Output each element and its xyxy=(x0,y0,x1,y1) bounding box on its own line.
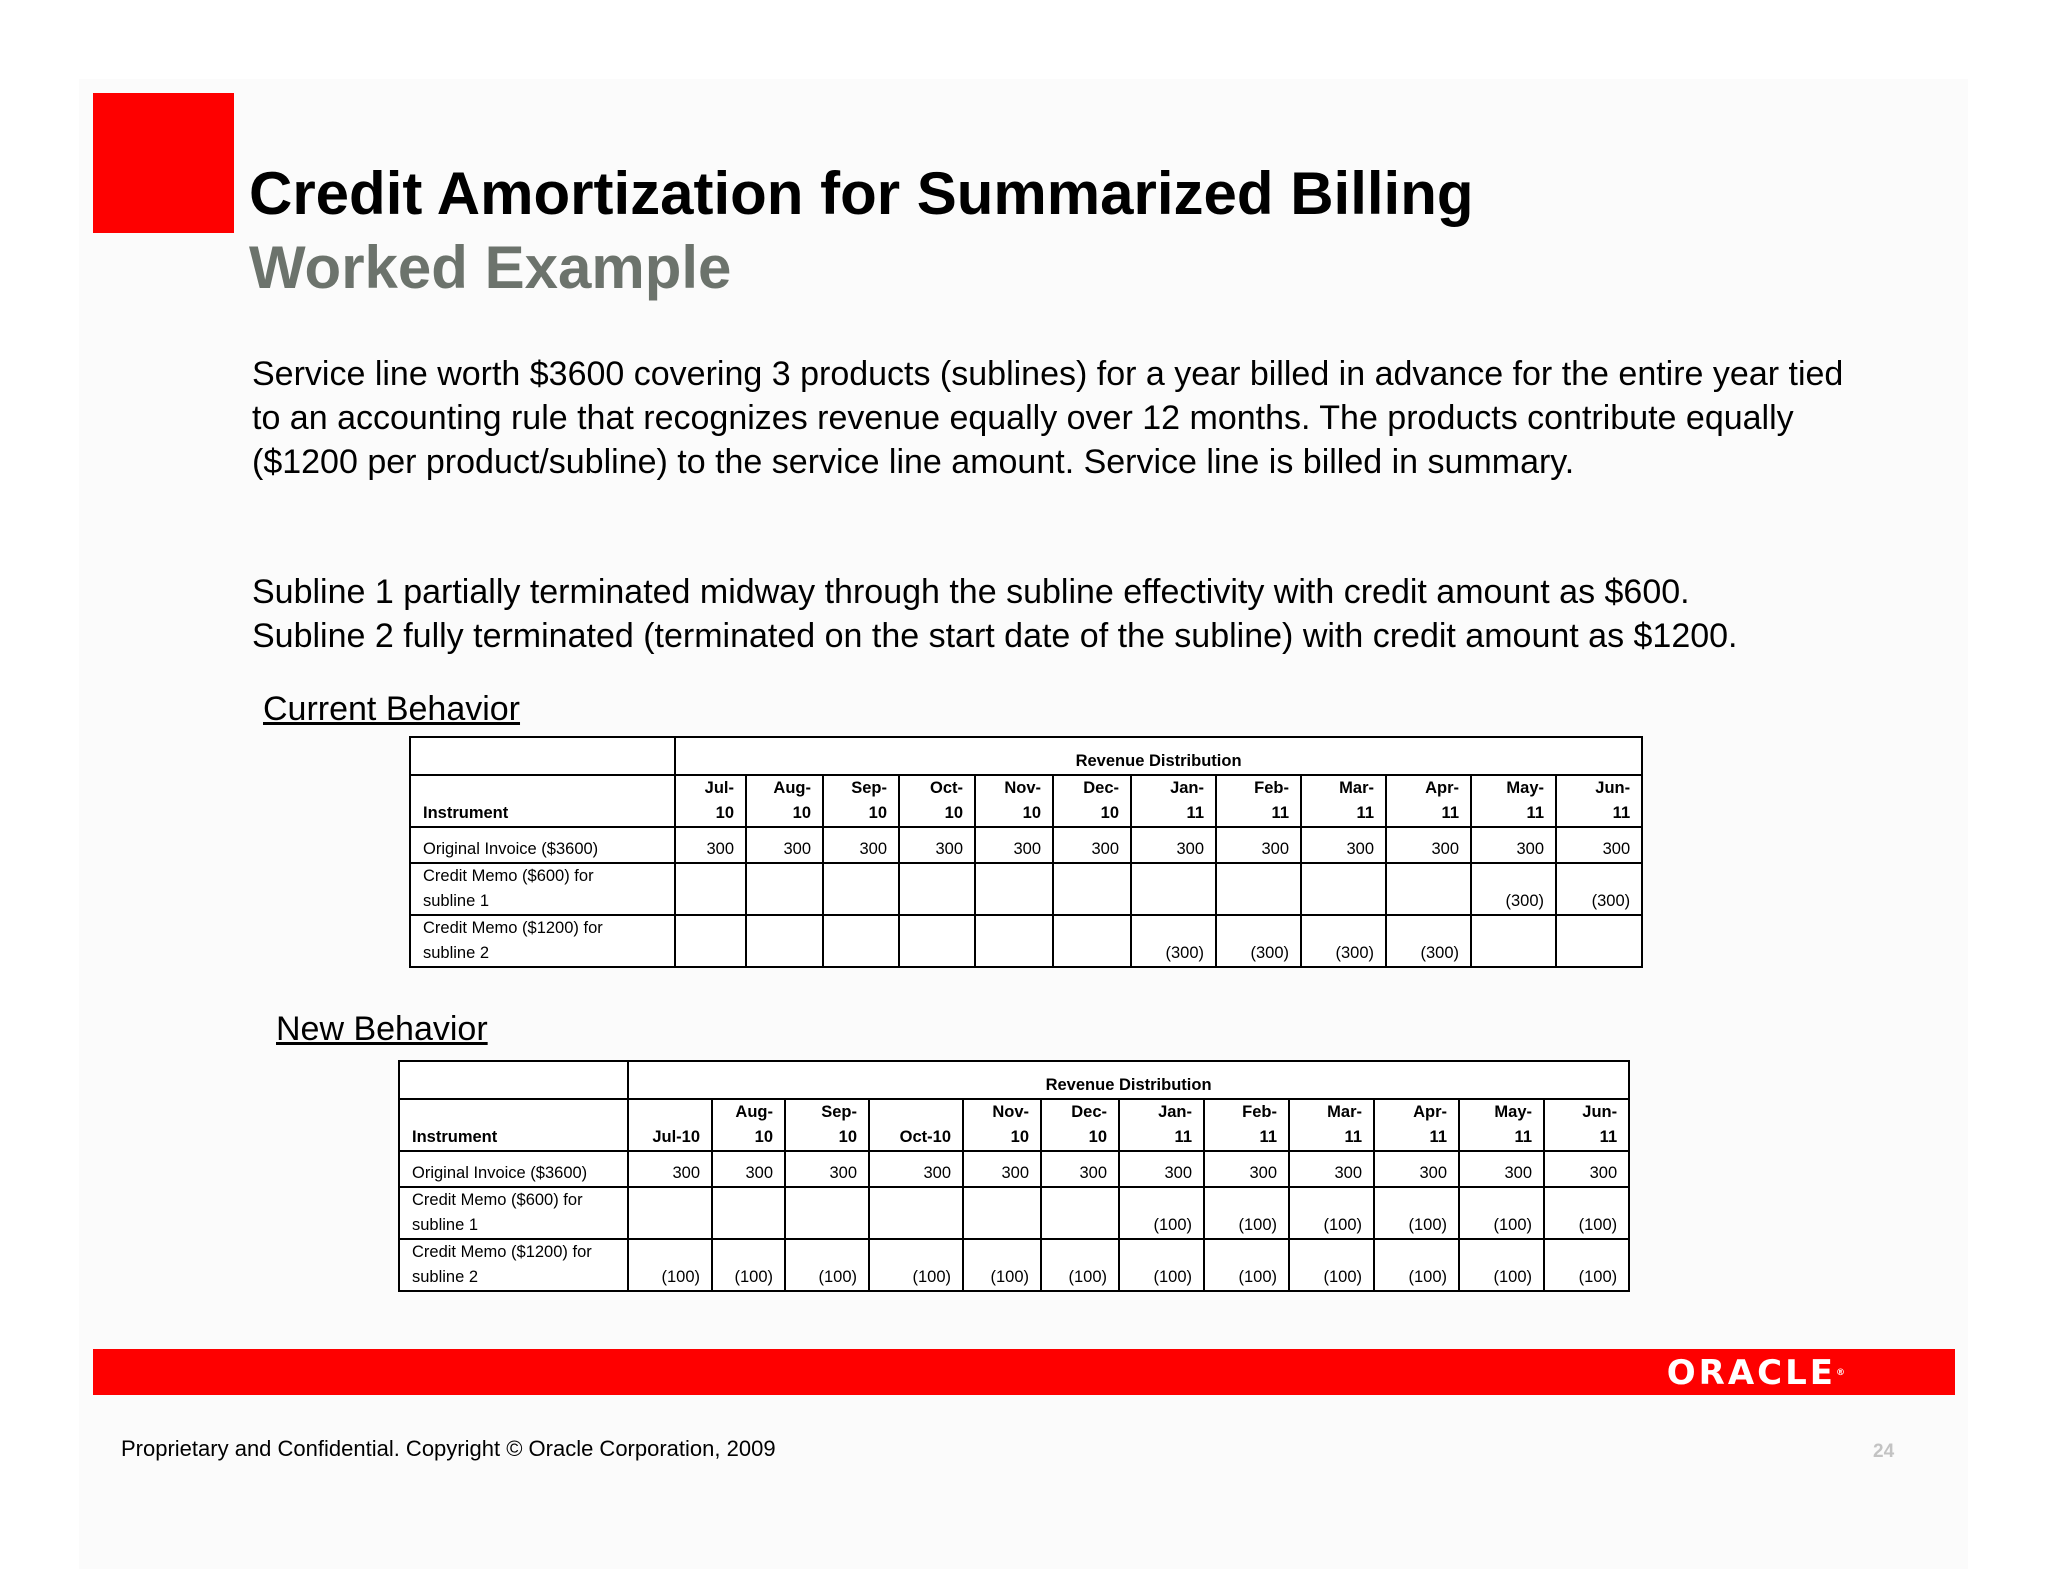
month-header-text: May- xyxy=(1506,779,1544,797)
amount-cell xyxy=(975,915,1053,967)
month-header-text: Jan- xyxy=(1170,779,1204,797)
current-table-body xyxy=(410,737,1642,967)
instrument-cell xyxy=(410,863,675,915)
amount-cell: (100) xyxy=(1119,1187,1204,1239)
amount-cell: 300 xyxy=(1216,827,1301,863)
amount-cell xyxy=(675,863,746,915)
amount-cell xyxy=(1131,863,1216,915)
instrument-text: Credit Memo ($600) for xyxy=(423,867,594,885)
table-corner-cell xyxy=(410,737,675,775)
month-header-text: Jan- xyxy=(1158,1103,1192,1121)
amount-cell: (100) xyxy=(1459,1187,1544,1239)
new-behavior-table xyxy=(398,1060,1630,1292)
month-header-text: Apr- xyxy=(1425,779,1459,797)
amount-cell: (100) xyxy=(1204,1187,1289,1239)
amount-cell: (100) xyxy=(1119,1239,1204,1291)
instrument-text: Credit Memo ($1200) for xyxy=(423,919,603,937)
amount-cell: 300 xyxy=(628,1151,712,1187)
amount-cell: (100) xyxy=(1544,1239,1629,1291)
month-header-row xyxy=(410,775,1642,827)
month-header-text: 10 xyxy=(754,1128,773,1146)
oracle-logo-text: ORACLE xyxy=(1666,1353,1836,1393)
month-header-row xyxy=(399,1099,1629,1151)
amount-cell: 300 xyxy=(963,1151,1041,1187)
table-header-row xyxy=(410,737,1642,775)
amount-cell xyxy=(1053,915,1131,967)
month-header-cell xyxy=(1119,1099,1204,1151)
month-header-text: 11 xyxy=(1344,1128,1362,1146)
month-header-text: 10 xyxy=(715,804,734,822)
amount-cell: (100) xyxy=(712,1239,785,1291)
amount-cell: (100) xyxy=(1289,1239,1374,1291)
instrument-text: subline 1 xyxy=(412,1216,479,1234)
amount-cell: (100) xyxy=(1204,1239,1289,1291)
subline-2-text: Subline 2 fully terminated (terminated on the start date of the subline) with credit amount as $1200. xyxy=(252,617,1738,655)
month-header-text: 10 xyxy=(1022,804,1041,822)
amount-cell: 300 xyxy=(785,1151,869,1187)
month-header-cell xyxy=(975,775,1053,827)
table-row xyxy=(399,1151,1629,1187)
slide-title: Credit Amortization for Summarized Billing xyxy=(249,160,1474,227)
amount-cell: 300 xyxy=(1556,827,1642,863)
month-header-text: 11 xyxy=(1186,804,1204,822)
registered-mark: ® xyxy=(1836,1368,1845,1378)
table-row xyxy=(410,827,1642,863)
month-header-text: 11 xyxy=(1271,804,1289,822)
amount-cell: (300) xyxy=(1131,915,1216,967)
instrument-text: Credit Memo ($1200) for xyxy=(412,1243,592,1261)
instrument-cell xyxy=(399,1151,628,1187)
month-header-text: Oct- xyxy=(930,779,963,797)
current-behavior-label: Current Behavior xyxy=(263,690,521,728)
amount-cell: 300 xyxy=(746,827,823,863)
table-corner-cell xyxy=(399,1061,628,1099)
month-header-cell xyxy=(869,1099,963,1151)
amount-cell: 300 xyxy=(1374,1151,1459,1187)
amount-cell: 300 xyxy=(1544,1151,1629,1187)
instrument-text: subline 2 xyxy=(423,944,490,962)
month-header-text: Jun- xyxy=(1582,1103,1618,1121)
month-header-text: 10 xyxy=(838,1128,857,1146)
month-header-cell xyxy=(823,775,899,827)
amount-cell: 300 xyxy=(1053,827,1131,863)
amount-cell xyxy=(675,915,746,967)
month-header-cell xyxy=(1204,1099,1289,1151)
amount-cell: 300 xyxy=(1289,1151,1374,1187)
amount-cell: 300 xyxy=(712,1151,785,1187)
amount-cell: 300 xyxy=(1386,827,1471,863)
amount-cell: (100) xyxy=(1544,1187,1629,1239)
month-header-cell xyxy=(1216,775,1301,827)
amount-cell: 300 xyxy=(1119,1151,1204,1187)
month-header-text: 11 xyxy=(1259,1128,1277,1146)
amount-cell: (100) xyxy=(963,1239,1041,1291)
amount-cell xyxy=(1216,863,1301,915)
month-header-text: 10 xyxy=(1100,804,1119,822)
month-header-text: 11 xyxy=(1441,804,1459,822)
amount-cell: (100) xyxy=(1459,1239,1544,1291)
amount-cell: 300 xyxy=(975,827,1053,863)
month-header-cell xyxy=(1459,1099,1544,1151)
month-header-text: Sep- xyxy=(851,779,887,797)
amount-cell: (100) xyxy=(1374,1239,1459,1291)
month-header-cell xyxy=(1289,1099,1374,1151)
instrument-text: Original Invoice ($3600) xyxy=(423,840,599,858)
instrument-header: Instrument xyxy=(399,1099,628,1151)
amount-cell: (100) xyxy=(869,1239,963,1291)
amount-cell: (100) xyxy=(628,1239,712,1291)
month-header-text: Feb- xyxy=(1242,1103,1277,1121)
amount-cell xyxy=(869,1187,963,1239)
month-header-text: Mar- xyxy=(1339,779,1374,797)
month-header-text: 11 xyxy=(1429,1128,1447,1146)
amount-cell: 300 xyxy=(1459,1151,1544,1187)
instrument-cell xyxy=(410,827,675,863)
month-header-text: 10 xyxy=(1088,1128,1107,1146)
new-table-body xyxy=(399,1061,1629,1291)
month-header-text: Mar- xyxy=(1327,1103,1362,1121)
amount-cell xyxy=(823,915,899,967)
subline-1-text: Subline 1 partially terminated midway through the subline effectivity with credit amount as $600. xyxy=(252,573,1690,611)
scenario-paragraph: Service line worth $3600 covering 3 products (sublines) for a year billed in advance for the entire year tied to an accounting rule that recognizes revenue equally over 12 months. The products contribute equally ($1200 per product/subline) to the service line amount. Service line is billed in summary. xyxy=(252,355,1844,481)
month-header-text: Jul-10 xyxy=(652,1128,700,1146)
month-header-cell xyxy=(1556,775,1642,827)
amount-cell xyxy=(899,915,975,967)
amount-cell xyxy=(1556,915,1642,967)
amount-cell: 300 xyxy=(1471,827,1556,863)
amount-cell xyxy=(1471,915,1556,967)
amount-cell: 300 xyxy=(1204,1151,1289,1187)
month-header-cell xyxy=(1374,1099,1459,1151)
amount-cell: 300 xyxy=(869,1151,963,1187)
month-header-text: Sep- xyxy=(821,1103,857,1121)
amount-cell xyxy=(1301,863,1386,915)
amount-cell xyxy=(963,1187,1041,1239)
month-header-text: Jun- xyxy=(1595,779,1631,797)
month-header-cell xyxy=(1301,775,1386,827)
month-header-text: 11 xyxy=(1174,1128,1192,1146)
amount-cell xyxy=(628,1187,712,1239)
month-header-text: May- xyxy=(1494,1103,1532,1121)
month-header-cell xyxy=(1386,775,1471,827)
instrument-header: Instrument xyxy=(410,775,675,827)
new-behavior-label: New Behavior xyxy=(276,1010,488,1048)
table-header-row xyxy=(399,1061,1629,1099)
revenue-distribution-header: Revenue Distribution xyxy=(628,1061,1629,1099)
month-header-text: 11 xyxy=(1356,804,1374,822)
instrument-cell xyxy=(399,1187,628,1239)
month-header-cell xyxy=(1041,1099,1119,1151)
current-behavior-table xyxy=(409,736,1643,968)
month-header-text: Nov- xyxy=(992,1103,1029,1121)
month-header-text: 11 xyxy=(1612,804,1631,822)
amount-cell: 300 xyxy=(1131,827,1216,863)
table-row xyxy=(399,1239,1629,1291)
amount-cell xyxy=(746,863,823,915)
instrument-text: subline 2 xyxy=(412,1268,479,1286)
termination-paragraph xyxy=(252,570,1872,658)
amount-cell xyxy=(1053,863,1131,915)
slide-subtitle: Worked Example xyxy=(249,234,732,301)
month-header-cell xyxy=(746,775,823,827)
amount-cell: (100) xyxy=(1041,1239,1119,1291)
copyright-footer: Proprietary and Confidential. Copyright © Oracle Corporation, 2009 xyxy=(121,1436,776,1461)
month-header-text: 11 xyxy=(1514,1128,1532,1146)
month-header-cell xyxy=(1544,1099,1629,1151)
month-header-text: Aug- xyxy=(735,1103,773,1121)
amount-cell xyxy=(712,1187,785,1239)
month-header-text: Nov- xyxy=(1004,779,1041,797)
month-header-text: Jul- xyxy=(704,779,734,797)
instrument-cell xyxy=(399,1239,628,1291)
month-header-cell xyxy=(1471,775,1556,827)
month-header-text: Dec- xyxy=(1083,779,1119,797)
amount-cell: (300) xyxy=(1216,915,1301,967)
page-number: 24 xyxy=(1873,1441,1895,1462)
table-row xyxy=(399,1187,1629,1239)
month-header-text: Feb- xyxy=(1254,779,1289,797)
table-row xyxy=(410,915,1642,967)
amount-cell: (300) xyxy=(1386,915,1471,967)
month-header-cell xyxy=(1131,775,1216,827)
amount-cell: (100) xyxy=(1374,1187,1459,1239)
month-header-text: 11 xyxy=(1526,804,1544,822)
instrument-text: Original Invoice ($3600) xyxy=(412,1164,588,1182)
month-header-text: Aug- xyxy=(773,779,811,797)
brand-red-square xyxy=(93,93,234,233)
amount-cell: (100) xyxy=(785,1239,869,1291)
amount-cell xyxy=(823,863,899,915)
month-header-cell xyxy=(785,1099,869,1151)
amount-cell xyxy=(1386,863,1471,915)
amount-cell: 300 xyxy=(823,827,899,863)
oracle-logo xyxy=(1667,1355,1845,1391)
amount-cell xyxy=(1041,1187,1119,1239)
revenue-distribution-header: Revenue Distribution xyxy=(675,737,1642,775)
month-header-text: 10 xyxy=(792,804,811,822)
amount-cell: (300) xyxy=(1556,863,1642,915)
amount-cell: 300 xyxy=(1301,827,1386,863)
amount-cell xyxy=(785,1187,869,1239)
amount-cell: (300) xyxy=(1301,915,1386,967)
month-header-cell xyxy=(899,775,975,827)
table-row xyxy=(410,863,1642,915)
month-header-text: 10 xyxy=(1010,1128,1029,1146)
amount-cell: (300) xyxy=(1471,863,1556,915)
amount-cell: 300 xyxy=(899,827,975,863)
month-header-cell xyxy=(628,1099,712,1151)
month-header-cell xyxy=(963,1099,1041,1151)
month-header-text: Dec- xyxy=(1071,1103,1107,1121)
amount-cell xyxy=(975,863,1053,915)
amount-cell: 300 xyxy=(1041,1151,1119,1187)
amount-cell xyxy=(746,915,823,967)
month-header-text: 10 xyxy=(944,804,963,822)
amount-cell xyxy=(899,863,975,915)
month-header-cell xyxy=(1053,775,1131,827)
month-header-text: Oct-10 xyxy=(899,1128,951,1146)
month-header-cell xyxy=(712,1099,785,1151)
month-header-cell xyxy=(675,775,746,827)
instrument-text: subline 1 xyxy=(423,892,490,910)
month-header-text: 10 xyxy=(868,804,887,822)
footer-red-bar xyxy=(93,1349,1955,1395)
month-header-text: 11 xyxy=(1599,1128,1618,1146)
amount-cell: 300 xyxy=(675,827,746,863)
month-header-text: Apr- xyxy=(1413,1103,1447,1121)
instrument-cell xyxy=(410,915,675,967)
instrument-text: Credit Memo ($600) for xyxy=(412,1191,583,1209)
amount-cell: (100) xyxy=(1289,1187,1374,1239)
